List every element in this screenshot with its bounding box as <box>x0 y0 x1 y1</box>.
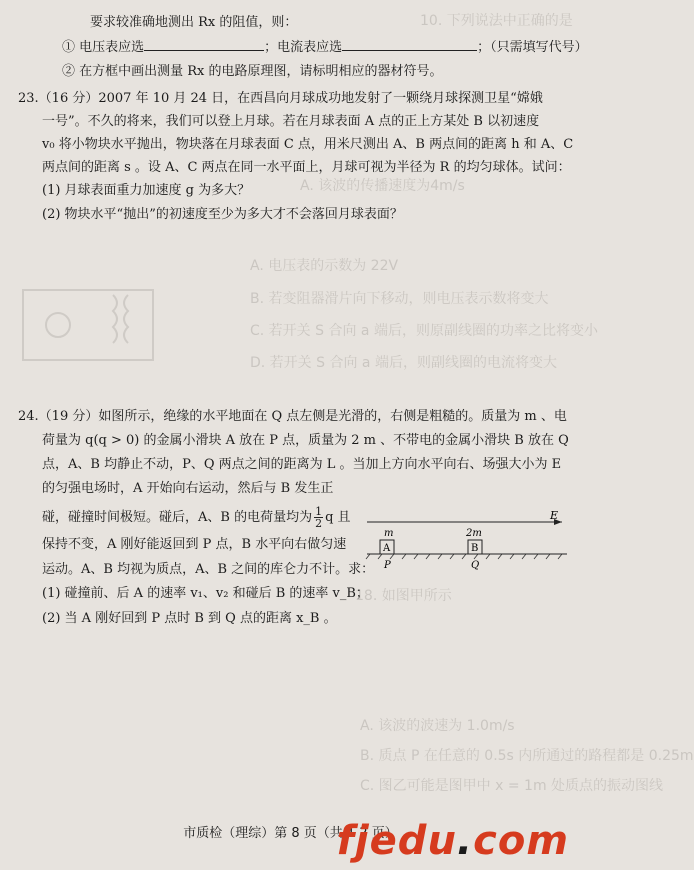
field-label-e: E <box>550 509 559 522</box>
q24-sub1: (1) 碰撞前、后 A 的速率 v₁、v₂ 和碰后 B 的速率 v_B； <box>42 586 369 601</box>
q23-line2: 一号”。不久的将来，我们可以登上月球。若在月球表面 A 点的正上方某处 B 以初速度 <box>42 114 540 129</box>
bleed-through-2: A. 该波的传播速度为4m/s <box>300 178 465 194</box>
fjedu-logo: fjedu.com <box>336 818 569 864</box>
intro-line: 要求较准确地测出 Rx 的阻值，则： <box>90 15 298 30</box>
q24-line7: 运动。A、B 均视为质点，A、B 之间的库仑力不计。求： <box>42 562 375 577</box>
answer-blank-ammeter <box>342 38 477 51</box>
bleed-through-circuit <box>18 280 168 370</box>
item2-line: ② 在方框中画出测量 Rx 的电路原理图，请标明相应的器材符号。 <box>62 64 443 79</box>
q24-line5-tail: q 且 <box>325 510 351 525</box>
q23-line3: v₀ 将小物块水平抛出，物块落在月球表面 C 点，用米尺测出 A、B 两点间的距离 h 和 A、C <box>42 137 574 152</box>
bleed-through-3: A. 电压表的示数为 22V <box>250 258 399 274</box>
half-fraction <box>314 506 323 529</box>
block-b-label: B <box>471 543 479 554</box>
bleed-through-1: 10. 下列说法中正确的是 <box>420 13 573 29</box>
fraction-numerator: 1 <box>315 505 323 518</box>
q23-sub1: (1) 月球表面重力加速度 g 为多大？ <box>42 183 251 198</box>
q24-sub2: (2) 当 A 刚好回到 P 点时 B 到 Q 点的距离 x_B 。 <box>42 611 337 626</box>
q24-line4: 的匀强电场时，A 开始向右运动，然后与 B 发生正 <box>42 481 334 496</box>
item1-ammeter-text: ；电流表应选 <box>264 40 343 55</box>
q23-line1: 23.（16 分）2007 年 10 月 24 日，在西昌向月球成功地发射了一颗绕月球探测卫星“嫦娥 <box>18 91 543 106</box>
item1-note-text: ；（只需填写代号） <box>477 40 588 55</box>
q23-line4: 两点间的距离 s 。设 A、C 两点在同一水平面上，月球可视为半径为 R 的均匀球体。试问： <box>42 160 571 175</box>
bleed-through-4: B. 若变阻器滑片向下移动，则电压表示数将变大 <box>250 291 549 307</box>
block-a-label: A <box>383 543 391 554</box>
q24-line1: 24.（19 分）如图所示，绝缘的水平地面在 Q 点左侧是光滑的，右侧是粗糙的。质量为 m 、电 <box>18 409 567 424</box>
q24-line5-text: 碰，碰撞时间极短。碰后，A、B 的电荷量均为 <box>42 510 313 525</box>
item1-voltmeter-text: ① 电压表应选 <box>62 40 145 55</box>
point-q-label: Q <box>471 560 480 571</box>
mass-label-b: 2m <box>466 528 482 539</box>
item1-line <box>62 38 588 56</box>
mass-label-a: m <box>384 528 394 539</box>
answer-blank-voltmeter <box>144 38 264 51</box>
ground-hatch <box>366 554 562 559</box>
q24-line6: 保持不变，A 刚好能返回到 P 点，B 水平向右做匀速 <box>42 537 347 552</box>
bleed-through-7: 18. 如图甲所示 <box>355 588 452 604</box>
bleed-through-6: D. 若开关 S 合向 a 端后，则副线圈的电流将变大 <box>250 355 557 371</box>
point-p-label: P <box>384 560 391 571</box>
bleed-through-5: C. 若开关 S 合向 a 端后，则原副线圈的功率之比将变小 <box>250 323 598 339</box>
bleed-through-9: B. 质点 P 在任意的 0.5s 内所通过的路程都是 0.25m <box>360 748 694 764</box>
page-footer: 市质检（理综）第 8 页（共 1 2 页） <box>183 826 398 841</box>
bleed-through-8: A. 该波的波速为 1.0m/s <box>360 718 515 734</box>
q24-figure <box>362 509 572 572</box>
q24-line2: 荷量为 q(q > 0) 的金属小滑块 A 放在 P 点，质量为 2 m 、不带电的金属小滑块 B 放在 Q <box>42 433 569 448</box>
q23-sub2: (2) 物块水平“抛出”的初速度至少为多大才不会落回月球表面？ <box>42 207 403 222</box>
q24-line3: 点，A、B 均静止不动，P、Q 两点之间的距离为 L 。当加上方向水平向右、场强大小为 E <box>42 457 562 472</box>
bleed-through-10: C. 图乙可能是图甲中 x = 1m 处质点的振动图线 <box>360 778 664 794</box>
fraction-denominator: 2 <box>315 517 323 530</box>
